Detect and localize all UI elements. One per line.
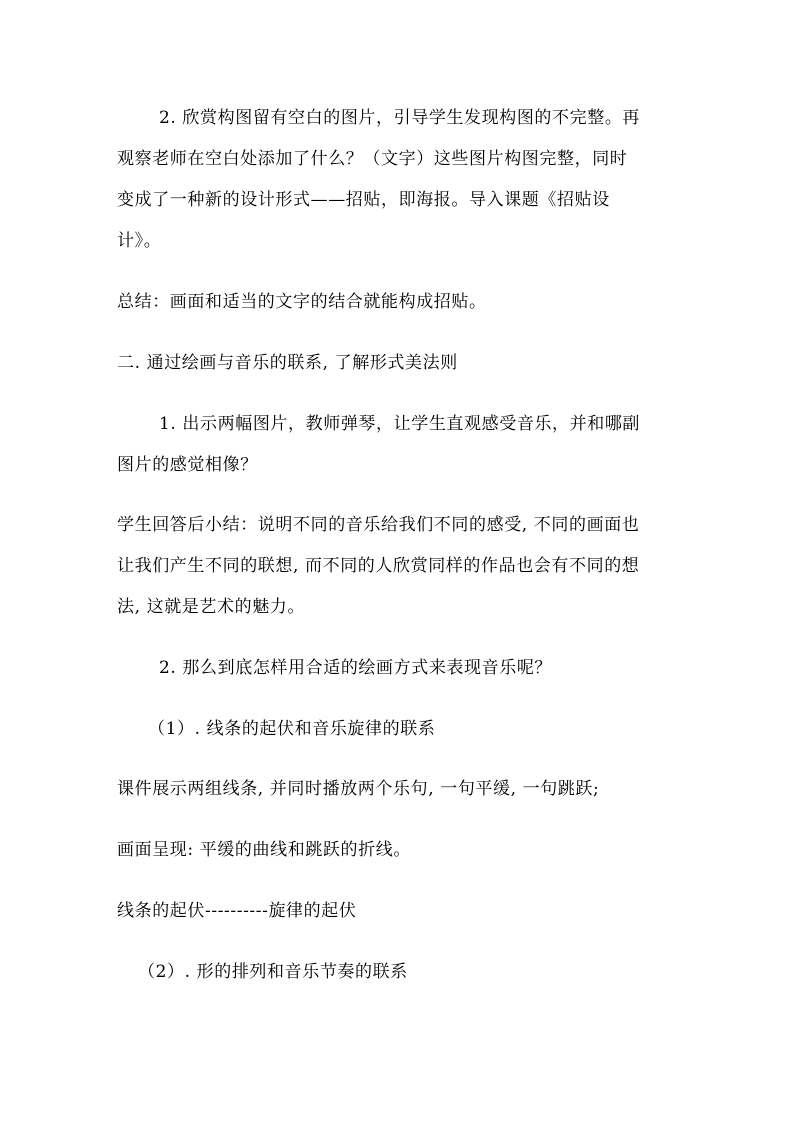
- paragraph-line: 图片的感觉相像？: [117, 455, 258, 475]
- paragraph-line: 观察老师在空白处添加了什么？（文字）这些图片构图完整，同时: [117, 149, 628, 169]
- paragraph-line: 法, 这就是艺术的魅力。: [117, 597, 306, 617]
- paragraph-line: 1. 出示两幅图片，教师弹琴，让学生直观感受音乐，并和哪副: [159, 414, 641, 434]
- subheading-line: （1）. 线条的起伏和音乐旋律的联系: [148, 719, 436, 739]
- paragraph-line: 计》。: [117, 231, 162, 251]
- summary-line: 总结：画面和适当的文字的结合就能构成招贴。: [117, 292, 487, 312]
- paragraph-line: 课件展示两组线条, 并同时播放两个乐句, 一句平缓, 一句跳跃;: [117, 779, 600, 799]
- paragraph-line: 让我们产生不同的联想, 而不同的人欣赏同样的作品也会有不同的想: [117, 556, 640, 576]
- paragraph-line: 线条的起伏----------旋律的起伏: [117, 901, 357, 921]
- paragraph-line: 变成了一种新的设计形式——招贴，即海报。导入课题《招贴设: [117, 190, 610, 210]
- paragraph-line: 画面呈现: 平缓的曲线和跳跃的折线。: [117, 840, 411, 860]
- paragraph-line: 2. 那么到底怎样用合适的绘画方式来表现音乐呢？: [159, 658, 553, 678]
- section-heading: 二. 通过绘画与音乐的联系, 了解形式美法则: [117, 353, 458, 373]
- paragraph-line: 2. 欣赏构图留有空白的图片，引导学生发现构图的不完整。再: [159, 108, 641, 128]
- subheading-line: （2）. 形的排列和音乐节奏的联系: [138, 962, 408, 982]
- paragraph-line: 学生回答后小结：说明不同的音乐给我们不同的感受, 不同的画面也: [117, 515, 640, 535]
